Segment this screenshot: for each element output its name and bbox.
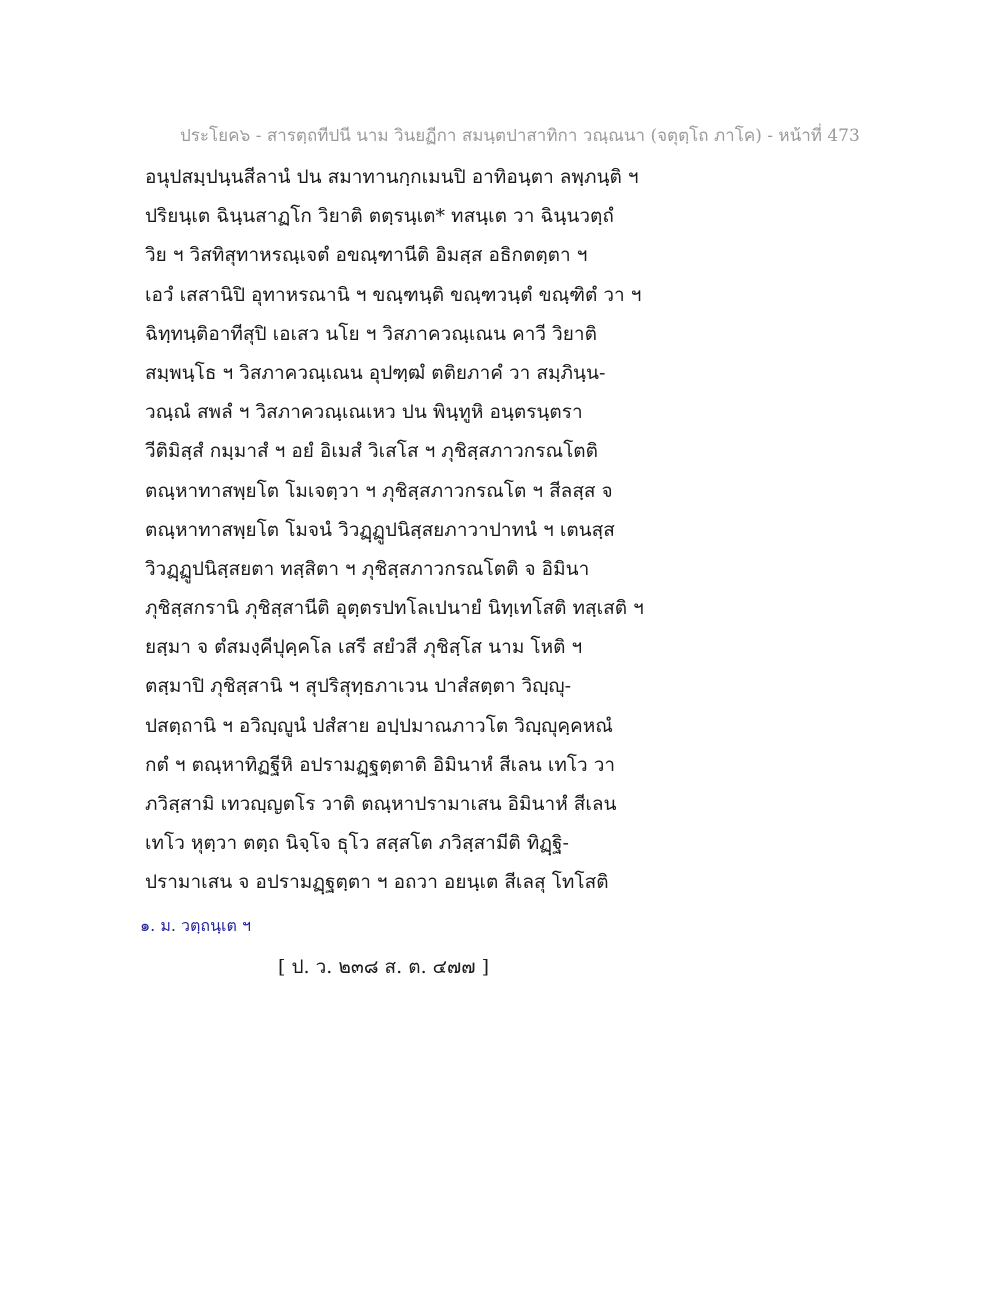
text-line: ภวิสฺสามิ เทวญฺญตโร วาติ ตณฺหาปรามาเสน อิมินาหํ สีเลน [145,793,617,815]
text-line: เทโว หุตฺวา ตตฺถ นิจฺโจ ธุโว สสฺสโต ภวิสฺสามีติ ทิฏฺฐิ- [145,832,569,855]
text-line: วณฺณํ สพลํ ฯ วิสภาควณฺเณเหว ปน พินฺทูหิ อนฺตรนฺตรา [145,401,583,424]
text-line: เอวํ เสสานิปิ อุทาหรณานิ ฯ ขณฺฑนฺติ ขณฺฑวนฺตํ ขณฺฑิตํ วา ฯ [145,283,642,306]
text-line: ตณฺหาทาสพฺยโต โมจนํ วิวฏฺฏูปนิสฺสยภาวาปาทนํ ฯ เตนสฺส [145,518,615,541]
text-line: กตํ ฯ ตณฺหาทิฏฐีหิ อปรามฏฺฐตฺตาติ อิมินาหํ สีเลน เทโว วา [145,753,616,776]
text-line: สมฺพนฺโธ ฯ วิสภาควณฺเณน อุปฑฺฒํ ตติยภาคํ วา สมฺภินฺน- [145,361,606,384]
text-line: อนุปสมฺปนฺนสีลานํ ปน สมาทานกฺกเมนปิ อาทิอนฺตา ลพฺภนฺติ ฯ [145,166,639,188]
text-line: ปรามาเสน จ อปรามฏฺฐตฺตา ฯ อถวา อยนฺเต สีเลสุ โทโสติ [145,871,609,894]
text-line: ฉิทฺทนฺติอาทีสุปิ เอเสว นโย ฯ วิสภาควณฺเณน คาวี วิยาติ [145,322,597,345]
footnote: ๑. ม. วตฺถนฺเต ฯ [140,916,251,935]
text-line: ภุชิสฺสกรานิ ภุชิสฺสานีติ อุตฺตรปทโลเปนายํ นิทฺเทโสติ ทสฺเสติ ฯ [145,597,644,620]
page-reference: [ ป. ว. ๒๓๘ ส. ต. ๔๗๗ ] [278,956,490,978]
text-line: วีติมิสฺสํ กมฺมาสํ ฯ อยํ อิเมสํ วิเสโส ฯ ภุชิสฺสภาวกรณโตติ [145,440,598,463]
running-header: ประโยค๖ - สารตฺถทีปนี นาม วินยฏีกา สมนฺตปาสาทิกา วณฺณนา (จตุตฺโถ ภาโค) - หน้าที่ 473 [180,126,860,146]
body-text [145,158,705,903]
text-line: วิย ฯ วิสทิสุทาหรณฺเจตํ อขณฺฑานีติ อิมสฺส อธิกตตฺตา ฯ [145,244,588,267]
text-line: วิวฏฺฏูปนิสฺสยตา ทสฺสิตา ฯ ภุชิสฺสภาวกรณโตติ จ อิมินา [145,557,590,580]
text-line: ตณฺหาทาสพฺยโต โมเจตฺวา ฯ ภุชิสฺสภาวกรณโต ฯ สีลสฺส จ [145,479,613,502]
text-line: ยสฺมา จ ตํสมงฺคีปุคฺคโล เสรี สยํวสี ภุชิสฺโส นาม โหติ ฯ [145,636,583,659]
text-line: ปสตฺถานิ ฯ อวิญฺญูนํ ปสํสาย อปฺปมาณภาวโต วิญฺญุคฺคหณํ [145,714,613,737]
text-line: ปริยนฺเต ฉินฺนสาฏโก วิยาติ ตตฺรนฺเต* ทสนฺเต วา ฉินฺนวตฺถํ [145,205,614,228]
text-line: ตสฺมาปิ ภุชิสฺสานิ ฯ สุปริสุทฺธภาเวน ปาสํสตฺตา วิญฺญุ- [145,675,571,698]
